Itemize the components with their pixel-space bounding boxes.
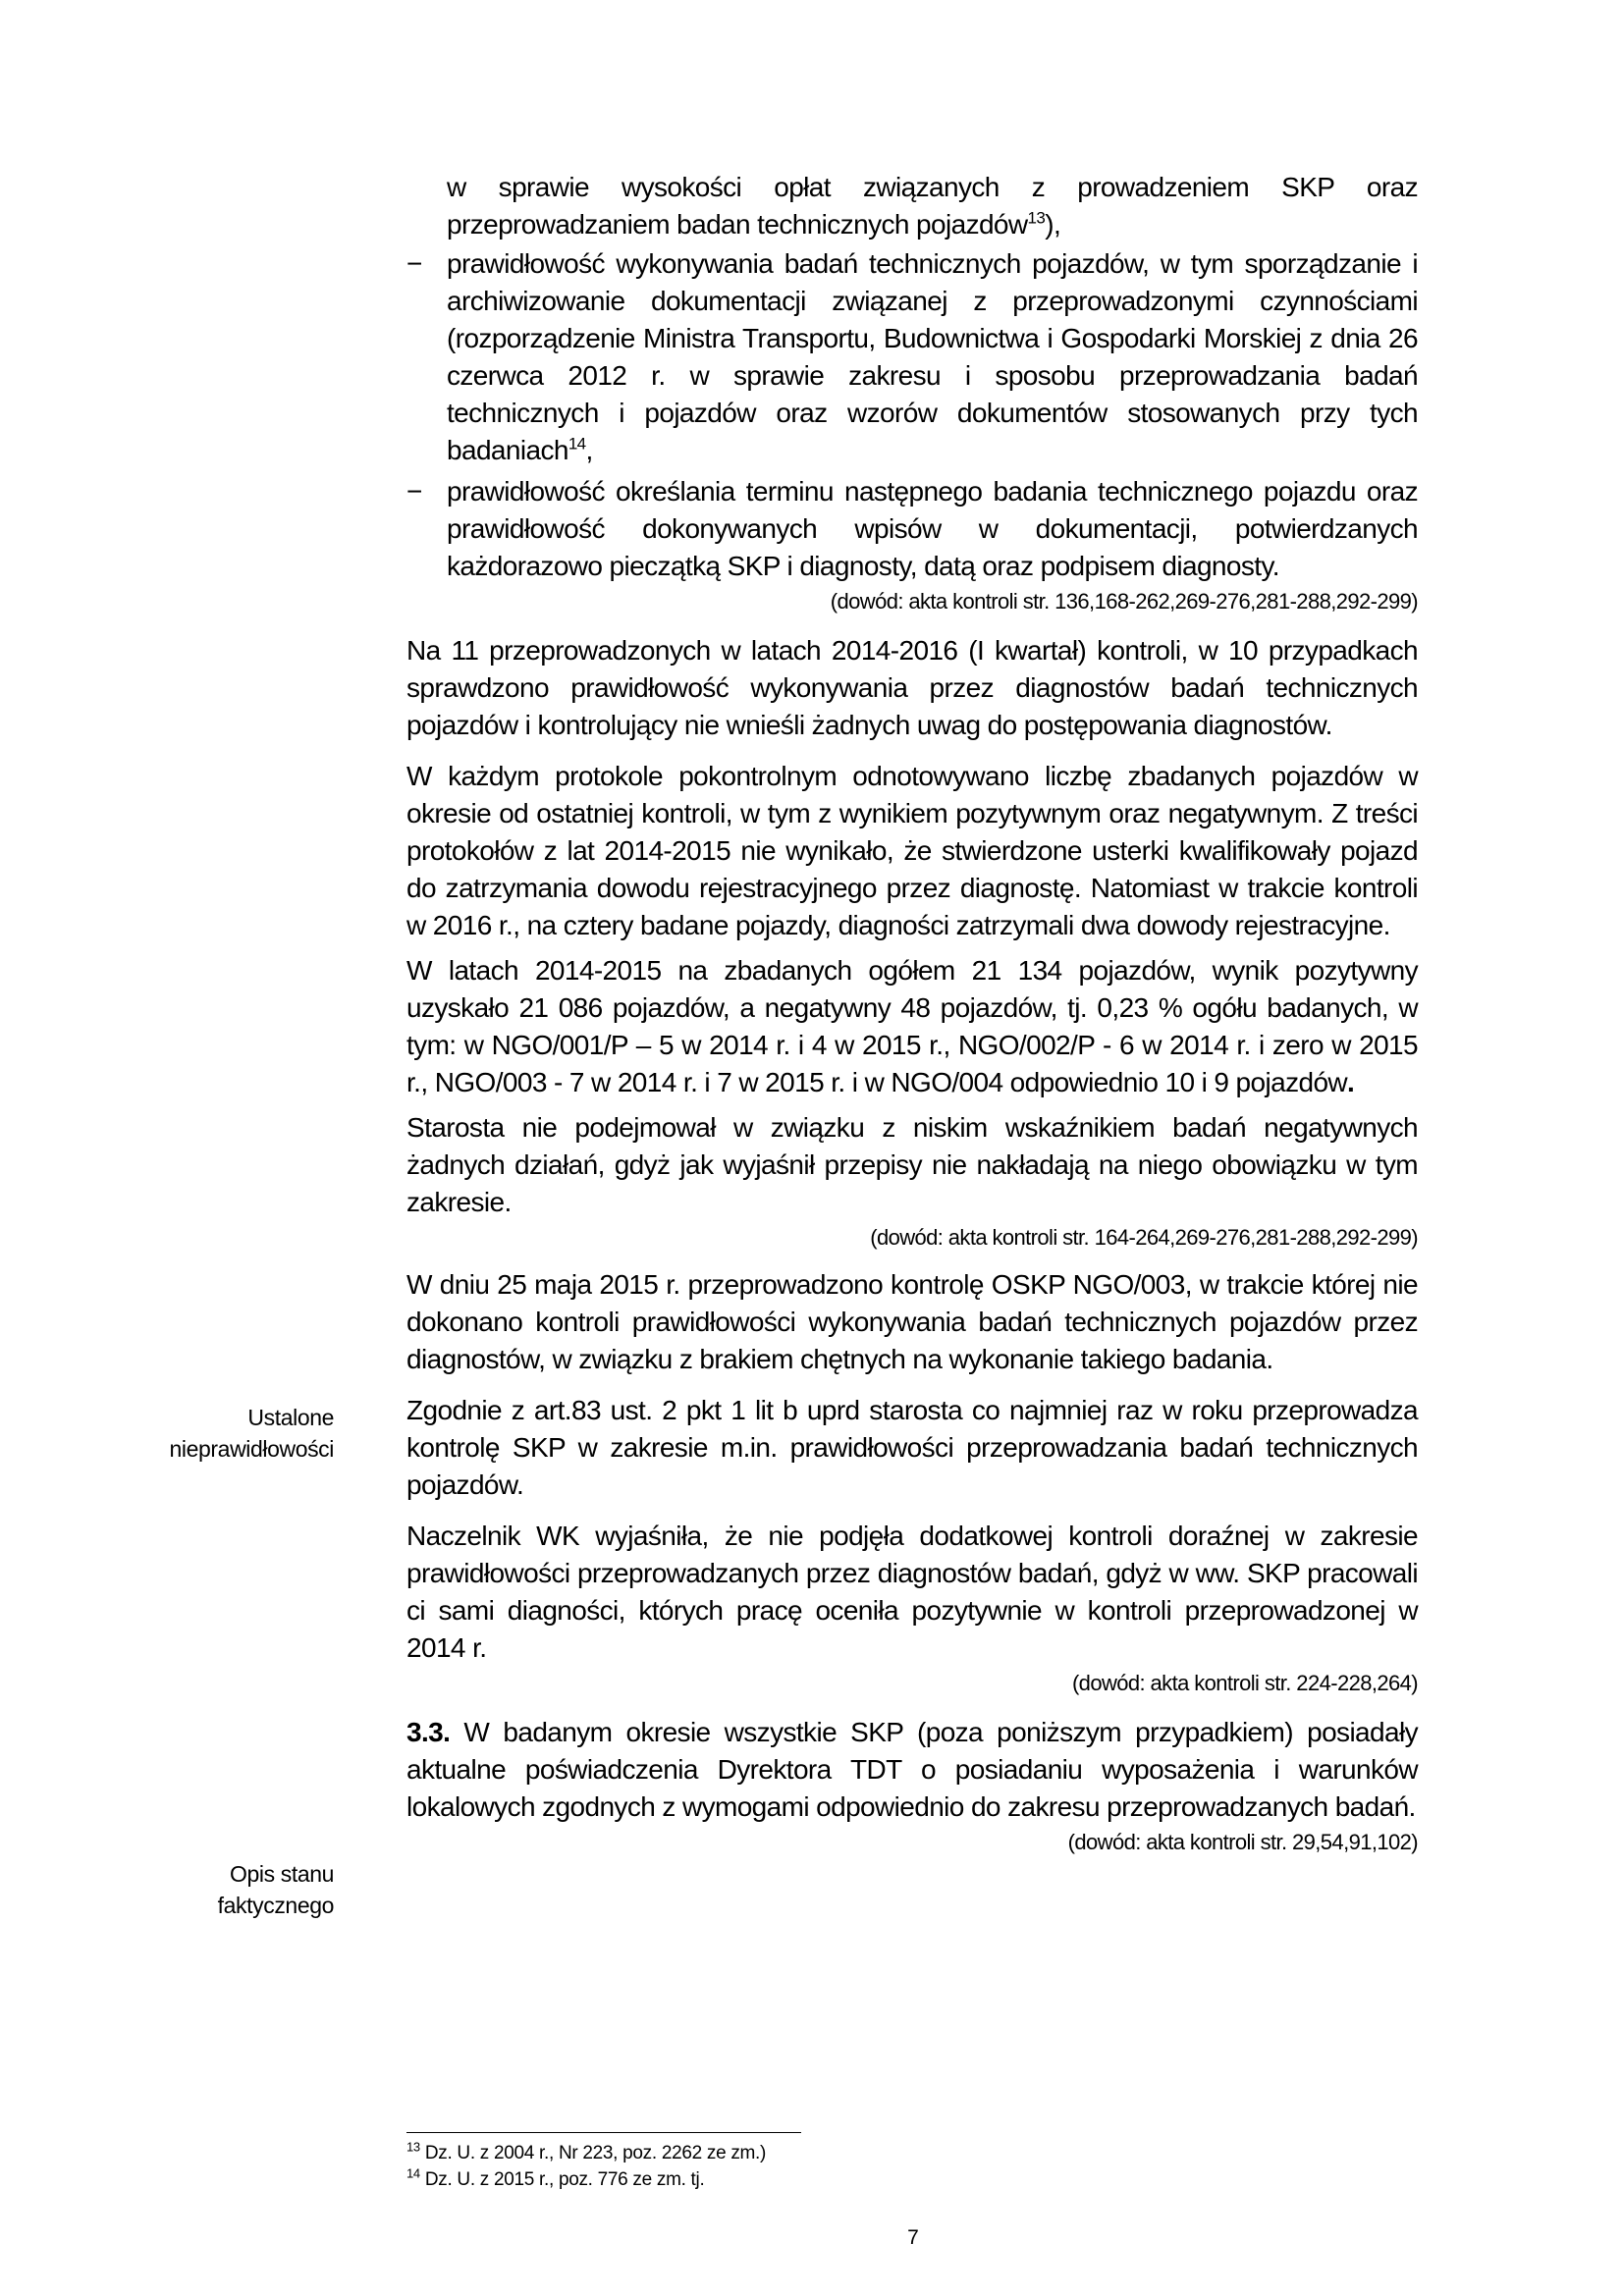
footnote-ref-13: 13 bbox=[1027, 208, 1046, 228]
footnote-separator bbox=[406, 2132, 801, 2133]
page-number: 7 bbox=[907, 2226, 919, 2249]
paragraph: Naczelnik WK wyjaśniła, że nie podjęła dodatkowej kontroli doraźnej w zakresie prawidłowości przeprowadzanych przez diagnostów badań, gdyż w ww. SKP pracowali ci sami diagności, których pracę oceniła pozytywnie w kontroli przeprowadzonej w 2014 r. bbox=[406, 1521, 1418, 1663]
main-text-column bbox=[406, 169, 1418, 1859]
continuation-paragraph: w sprawie wysokości opłat związanych z prowadzeniem SKP oraz przeprowadzaniem badan technicznych pojazdów$^{13}$), bbox=[447, 172, 1418, 240]
bullet-list bbox=[406, 245, 1418, 585]
dash-bullet: − bbox=[406, 476, 422, 507]
paragraph-statistics: W latach 2014-2015 na zbadanych ogółem 21 134 pojazdów, wynik pozytywny uzyskało 21 086 pojazdów, a negatywny 48 pojazdów, tj. 0,23 % ogółu badanych, w tym: w NGO/001/P – 5 w 2014 r. i 4 w 2015 r., NGO/002/P - 6 w 2014 r. i zero w 2015 r., NGO/003 - 7 w 2014 r. i 7 w 2015 r. i w NGO/004 odpowiednio 10 i 9 pojazdów. bbox=[406, 955, 1418, 1097]
footnotes bbox=[406, 2140, 1290, 2193]
section-paragraph: 3.3. W badanym okresie wszystkie SKP (poza poniższym przypadkiem) posiadały aktualne poświadczenia Dyrektora TDT o posiadaniu wyposażenia i warunków lokalowych zgodnych z wymogami odpowiednio do zakresu przeprowadzanych badań. bbox=[406, 1717, 1418, 1822]
list-item: − prawidłowość określania terminu następnego badania technicznego pojazdu oraz prawidłowość dokonywanych wpisów w dokumentacji, potwierdzanych każdorazowo pieczątką SKP i diagnosty, datą oraz podpisem diagnosty. bbox=[406, 473, 1418, 585]
evidence-reference: (dowód: akta kontroli str. 29,54,91,102) bbox=[1067, 1830, 1418, 1854]
paragraph: W każdym protokole pokontrolnym odnotowywano liczbę zbadanych pojazdów w okresie od ostatniej kontroli, w tym z wynikiem pozytywnym oraz negatywnym. Z treści protokołów z lat 2014-2015 nie wynikało, że stwierdzone usterki kwalifikowały pojazd do zatrzymania dowodu rejestracyjnego przez diagnostę. Natomiast w trakcie kontroli w 2016 r., na cztery badane pojazdy, diagności zatrzymali dwa dowody rejestracyjne. bbox=[406, 761, 1418, 940]
paragraph: Starosta nie podejmował w związku z niskim wskaźnikiem badań negatywnych żadnych działań, gdyż jak wyjaśnił przepisy nie nakładają na niego obowiązku w tym zakresie. bbox=[406, 1112, 1418, 1217]
evidence-reference: (dowód: akta kontroli str. 164-264,269-276,281-288,292-299) bbox=[870, 1225, 1418, 1250]
side-label-facts: Opis stanu faktycznego bbox=[217, 1861, 334, 1918]
footnote: $^{14}$ Dz. U. z 2015 r., poz. 776 ze zm. tj. bbox=[406, 2165, 705, 2190]
evidence-reference: (dowód: akta kontroli str. 136,168-262,269-276,281-288,292-299) bbox=[830, 589, 1418, 614]
dash-bullet: − bbox=[406, 248, 422, 279]
paragraph: Na 11 przeprowadzonych w latach 2014-2016 (I kwartał) kontroli, w 10 przypadkach sprawdzono prawidłowość wykonywania przez diagnostów badań technicznych pojazdów i kontrolujący nie wnieśli żadnych uwag do postępowania diagnostów. bbox=[406, 635, 1418, 740]
evidence-reference: (dowód: akta kontroli str. 224-228,264) bbox=[1071, 1671, 1418, 1695]
footnote: $^{13}$ Dz. U. z 2004 r., Nr 223, poz. 2262 ze zm.) bbox=[406, 2139, 767, 2163]
list-item: − prawidłowość wykonywania badań technicznych pojazdów, w tym sporządzanie i archiwizowanie dokumentacji związanej z przeprowadzonymi czynnościami (rozporządzenie Ministra Transportu, Budownictwa i Gospodarki Morskiej z dnia 26 czerwca 2012 r. w sprawie zakresu i sposobu przeprowadzania badań technicznych i pojazdów oraz wzorów dokumentów stosowanych przy tych badaniach$^{14}$, bbox=[406, 245, 1418, 469]
paragraph: Zgodnie z art.83 ust. 2 pkt 1 lit b uprd starosta co najmniej raz w roku przeprowadza kontrolę SKP w zakresie m.in. prawidłowości przeprowadzania badań technicznych pojazdów. bbox=[406, 1395, 1418, 1500]
section-number: 3.3. bbox=[406, 1717, 451, 1747]
footnote-ref-14: 14 bbox=[568, 434, 586, 454]
paragraph: W dniu 25 maja 2015 r. przeprowadzono kontrolę OSKP NGO/003, w trakcie której nie dokonano kontroli prawidłowości wykonywania badań technicznych pojazdów przez diagnostów, w związku z brakiem chętnych na wykonanie takiego badania. bbox=[406, 1269, 1418, 1374]
side-label-irregularities: Ustalone nieprawidłowości bbox=[169, 1405, 334, 1462]
